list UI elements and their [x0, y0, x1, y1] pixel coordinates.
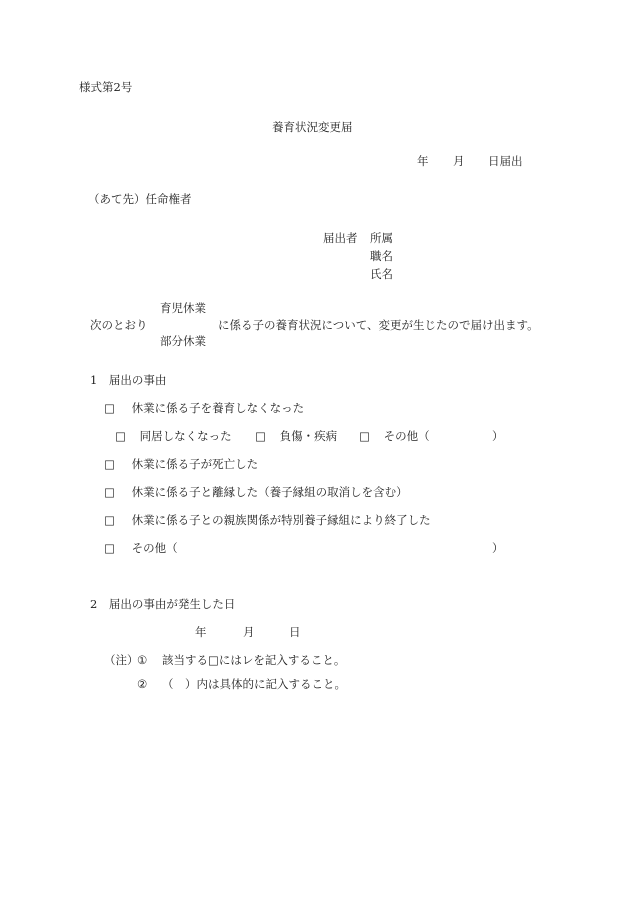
checkbox[interactable]: □ — [255, 429, 266, 443]
notes-label: （注） — [104, 653, 139, 667]
section-2-heading: 2 届出の事由が発生した日 — [90, 597, 236, 611]
reason-sub-item — [255, 431, 337, 443]
reason-sub-item-label: その他（ — [383, 429, 430, 443]
occurrence-month-label: 月 — [243, 625, 255, 639]
section-1-heading: 1 届出の事由 — [90, 373, 167, 387]
reason-item-label: 休業に係る子が死亡した — [131, 457, 259, 471]
reason-item — [104, 515, 431, 527]
reason-item-label: 休業に係る子を養育しなくなった — [131, 401, 305, 415]
addressee: （あて先）任命権者 — [88, 192, 192, 206]
intro-suffix: に係る子の養育状況について、変更が生じたので届け出ます。 — [218, 318, 539, 332]
note-mark: ② — [137, 677, 148, 691]
intro-prefix: 次のとおり — [90, 318, 148, 332]
form-number: 様式第2号 — [79, 80, 133, 94]
checkbox[interactable]: □ — [104, 513, 115, 527]
note-text: （ ）内は具体的に記入すること。 — [162, 677, 346, 691]
reason-item-other — [104, 543, 178, 555]
note-mark: ① — [137, 653, 148, 667]
checkbox[interactable]: □ — [104, 457, 115, 471]
checkbox[interactable]: □ — [104, 401, 115, 415]
reason-item — [104, 403, 304, 415]
checkbox[interactable]: □ — [104, 485, 115, 499]
sub-other-close-paren: ） — [492, 429, 504, 443]
submitter-position-label: 職名 — [370, 249, 393, 263]
intro-option-childcare-leave: 育児休業 — [160, 301, 206, 315]
page-title: 養育状況変更届 — [272, 120, 353, 134]
reason-item — [104, 459, 258, 471]
reason-sub-item — [359, 431, 430, 443]
checkbox[interactable]: □ — [104, 541, 115, 555]
checkbox[interactable]: □ — [359, 429, 370, 443]
date-month-label: 月 — [453, 154, 465, 168]
occurrence-day-label: 日 — [289, 625, 301, 639]
date-year-label: 年 — [417, 154, 429, 168]
checkbox[interactable]: □ — [115, 429, 126, 443]
note-text: 該当する□にはレを記入すること。 — [162, 653, 346, 667]
reason-sub-item — [115, 431, 232, 443]
reason-other-label: その他（ — [131, 541, 178, 555]
occurrence-year-label: 年 — [195, 625, 207, 639]
reason-item-label: 休業に係る子との親族関係が特別養子縁組により終了した — [131, 513, 431, 527]
date-submitted-label: 日届出 — [488, 154, 523, 168]
submitter-affiliation-label: 所属 — [370, 231, 393, 245]
intro-option-partial-leave: 部分休業 — [160, 334, 206, 348]
submitter-name-label: 氏名 — [370, 267, 393, 281]
reason-item-label: 休業に係る子と離縁した（養子縁組の取消しを含む） — [131, 485, 408, 499]
reason-sub-item-label: 同居しなくなった — [139, 429, 232, 443]
reason-item — [104, 487, 408, 499]
other-close-paren: ） — [492, 541, 504, 555]
submitter-label: 届出者 — [323, 231, 358, 245]
reason-sub-item-label: 負傷・疾病 — [279, 429, 338, 443]
